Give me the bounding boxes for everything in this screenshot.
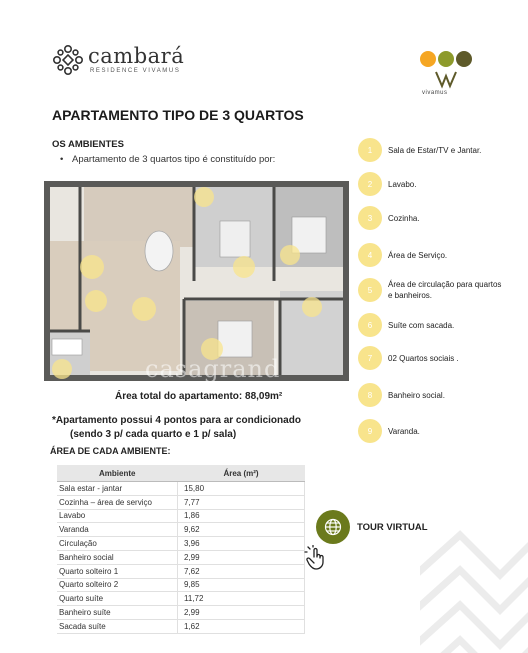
legend-number: 9 — [358, 419, 382, 443]
legend-label: Banheiro social. — [388, 390, 445, 400]
table-cell-ambiente: Varanda — [57, 523, 178, 537]
ac-note-line-2: (sendo 3 p/ cada quarto e 1 p/ sala) — [70, 429, 237, 440]
table-row — [57, 550, 305, 564]
legend-label: Lavabo. — [388, 179, 417, 189]
legend-item — [358, 206, 508, 230]
legend-label: Cozinha. — [388, 213, 420, 223]
table-row — [57, 592, 305, 606]
legend-number: 4 — [358, 243, 382, 267]
legend-item — [358, 278, 508, 302]
table-cell-area: 2,99 — [178, 606, 305, 620]
table-cell-area: 9,62 — [178, 523, 305, 537]
area-table-heading: ÁREA DE CADA AMBIENTE: — [50, 446, 171, 456]
legend-item — [358, 172, 508, 196]
tour-virtual-button[interactable] — [316, 510, 350, 544]
watermark: casagrand — [145, 355, 281, 383]
ambientes-description — [62, 154, 275, 165]
legend-label: Área de Serviço. — [388, 250, 448, 260]
table-row — [57, 509, 305, 523]
brand-subtitle: RESIDENCE VIVAMUS — [90, 68, 181, 74]
legend-label: Varanda. — [388, 426, 420, 436]
table-row — [57, 564, 305, 578]
legend-item — [358, 313, 508, 337]
table-cell-area: 1,62 — [178, 619, 305, 633]
table-row — [57, 537, 305, 551]
table-cell-ambiente: Cozinha – área de serviço — [57, 495, 178, 509]
table-cell-area: 11,72 — [178, 592, 305, 606]
legend-number: 2 — [358, 172, 382, 196]
legend-number: 3 — [358, 206, 382, 230]
table-cell-ambiente: Quarto suíte — [57, 592, 178, 606]
table-cell-ambiente: Quarto solteiro 1 — [57, 564, 178, 578]
table-cell-area: 3,96 — [178, 537, 305, 551]
table-cell-ambiente: Banheiro social — [57, 550, 178, 564]
table-cell-ambiente: Sacada suíte — [57, 619, 178, 633]
page-title: APARTAMENTO TIPO DE 3 QUARTOS — [52, 107, 304, 123]
table-cell-ambiente: Sala estar - jantar — [57, 482, 178, 496]
floor-plan-image — [44, 181, 349, 381]
legend-label: Área de circulação para quartos e banheiros. — [388, 280, 502, 300]
table-cell-ambiente: Quarto solteiro 2 — [57, 578, 178, 592]
legend-item — [358, 346, 508, 370]
total-area: Área total do apartamento: 88,09m² — [115, 391, 283, 402]
legend-label: Sala de Estar/TV e Jantar. — [388, 145, 482, 155]
table-cell-area: 15,80 — [178, 482, 305, 496]
legend-number: 1 — [358, 138, 382, 162]
table-row — [57, 578, 305, 592]
table-cell-ambiente: Banheiro suíte — [57, 606, 178, 620]
table-row — [57, 482, 305, 496]
brand-name: cambará — [88, 44, 185, 68]
table-header-row — [57, 465, 305, 482]
table-header-area: Área (m²) — [178, 465, 305, 482]
table-cell-ambiente: Lavabo — [57, 509, 178, 523]
hand-tap-icon — [304, 545, 330, 571]
legend-label: 02 Quartos sociais . — [388, 353, 459, 363]
table-cell-area: 2,99 — [178, 550, 305, 564]
legend-item — [358, 383, 508, 407]
tour-virtual-label[interactable]: TOUR VIRTUAL — [357, 522, 428, 533]
area-table — [57, 465, 305, 634]
vivamus-logo-text: vivamus — [422, 90, 448, 96]
table-cell-area: 7,77 — [178, 495, 305, 509]
legend-number: 8 — [358, 383, 382, 407]
legend-number: 7 — [358, 346, 382, 370]
legend-item — [358, 138, 508, 162]
background-lines-decoration — [420, 440, 528, 653]
legend-label: Suíte com sacada. — [388, 320, 455, 330]
ac-note-line-1: *Apartamento possui 4 pontos para ar condicionado — [52, 415, 301, 426]
table-cell-area: 1,86 — [178, 509, 305, 523]
cambara-logo-icon — [52, 44, 84, 76]
ambientes-description-text: Apartamento de 3 quartos tipo é constituído por: — [72, 154, 276, 165]
table-row — [57, 619, 305, 633]
table-cell-area: 7,62 — [178, 564, 305, 578]
table-row — [57, 495, 305, 509]
globe-icon — [324, 518, 342, 536]
table-row — [57, 523, 305, 537]
table-row — [57, 606, 305, 620]
ambientes-heading: OS AMBIENTES — [52, 139, 124, 150]
table-cell-ambiente: Circulação — [57, 537, 178, 551]
legend-number: 6 — [358, 313, 382, 337]
table-cell-area: 9,85 — [178, 578, 305, 592]
legend-item — [358, 243, 508, 267]
table-header-ambiente: Ambiente — [57, 465, 178, 482]
legend-number: 5 — [358, 278, 382, 302]
